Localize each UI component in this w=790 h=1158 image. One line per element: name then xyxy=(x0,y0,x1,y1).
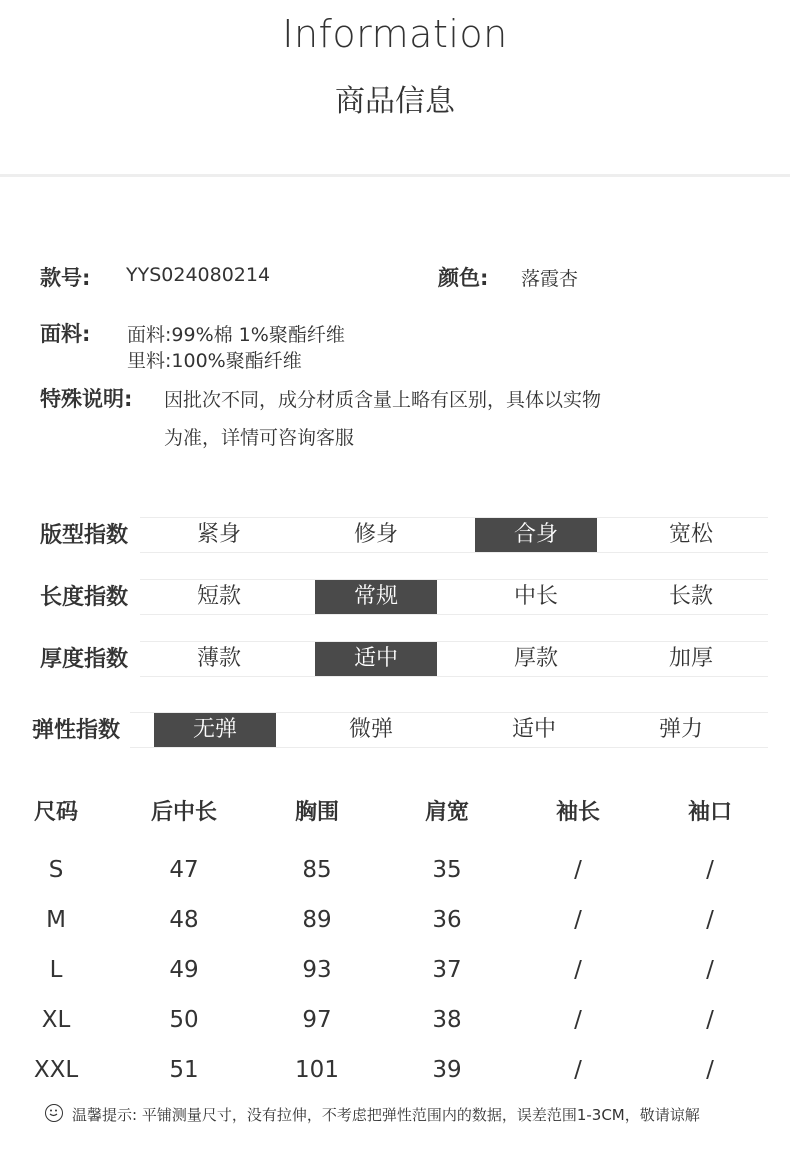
index-option: 短款 xyxy=(196,584,241,609)
index-option: 中长 xyxy=(513,584,558,609)
index-option: 厚款 xyxy=(513,646,558,671)
table-cell: / xyxy=(706,857,714,883)
table-cell: 37 xyxy=(432,957,462,983)
index-option-selected: 无弹 xyxy=(154,713,276,747)
table-cell: 48 xyxy=(169,907,199,933)
index-option: 紧身 xyxy=(196,522,241,547)
special-line-2: 为准，详情可咨询客服 xyxy=(164,427,355,449)
index-label: 长度指数 xyxy=(40,585,129,610)
table-cell: M xyxy=(46,907,66,933)
table-cell: XL xyxy=(41,1007,71,1033)
index-option: 适中 xyxy=(511,717,556,742)
table-cell: / xyxy=(706,1007,714,1033)
table-cell: 85 xyxy=(302,857,332,883)
measurement-tip: 温馨提示: 平铺测量尺寸，没有拉伸，不考虑把弹性范围内的数据，误差范围1-3CM，敬请谅解 xyxy=(72,1106,700,1124)
special-line-1: 因批次不同，成分材质含量上略有区别，具体以实物 xyxy=(164,389,602,411)
header-divider xyxy=(0,174,790,177)
table-cell: L xyxy=(49,957,63,983)
index-label: 厚度指数 xyxy=(40,647,129,672)
index-option: 修身 xyxy=(353,522,398,547)
table-header-cell: 后中长 xyxy=(150,800,217,825)
table-cell: 39 xyxy=(432,1057,462,1083)
table-cell: / xyxy=(706,957,714,983)
table-header-cell: 肩宽 xyxy=(424,800,469,825)
table-cell: XXL xyxy=(33,1057,79,1083)
table-header-cell: 胸围 xyxy=(294,800,339,825)
index-option-selected: 合身 xyxy=(475,518,597,552)
table-cell: / xyxy=(574,857,582,883)
smile-icon xyxy=(45,1104,63,1122)
table-cell: 51 xyxy=(169,1057,199,1083)
table-cell: 89 xyxy=(302,907,332,933)
style-no-value: YYS024080214 xyxy=(126,264,271,286)
table-cell: 97 xyxy=(302,1007,332,1033)
table-header-cell: 袖长 xyxy=(555,800,600,825)
color-value: 落霞杏 xyxy=(521,268,579,290)
table-cell: / xyxy=(706,907,714,933)
index-label: 版型指数 xyxy=(40,523,129,548)
index-option: 微弹 xyxy=(348,717,393,742)
index-option-selected: 常规 xyxy=(315,580,437,614)
table-cell: S xyxy=(48,857,64,883)
table-cell: 47 xyxy=(169,857,199,883)
index-option: 弹力 xyxy=(658,717,703,742)
fabric-label: 面料: xyxy=(40,322,91,346)
index-option: 薄款 xyxy=(196,646,241,671)
table-cell: 49 xyxy=(169,957,199,983)
table-header-cell: 尺码 xyxy=(33,800,78,825)
table-header-cell: 袖口 xyxy=(687,800,732,825)
color-label: 颜色: xyxy=(438,266,489,290)
table-cell: / xyxy=(706,1057,714,1083)
table-cell: 101 xyxy=(295,1057,339,1083)
table-cell: 35 xyxy=(432,857,462,883)
title-chinese: 商品信息 xyxy=(335,84,455,119)
table-cell: / xyxy=(574,957,582,983)
fabric-line-2: 里料:100%聚酯纤维 xyxy=(127,350,302,372)
index-option: 长款 xyxy=(668,584,713,609)
table-cell: 36 xyxy=(432,907,462,933)
table-cell: / xyxy=(574,907,582,933)
style-no-label: 款号: xyxy=(40,266,91,290)
table-cell: 50 xyxy=(169,1007,199,1033)
index-option-selected: 适中 xyxy=(315,642,437,676)
index-label: 弹性指数 xyxy=(32,718,121,743)
table-cell: 38 xyxy=(432,1007,462,1033)
special-label: 特殊说明: xyxy=(40,387,133,411)
title-english: Information xyxy=(282,12,508,56)
table-cell: 93 xyxy=(302,957,332,983)
table-cell: / xyxy=(574,1057,582,1083)
table-cell: / xyxy=(574,1007,582,1033)
index-option: 加厚 xyxy=(668,646,713,671)
index-option: 宽松 xyxy=(668,522,713,547)
fabric-line-1: 面料:99%棉 1%聚酯纤维 xyxy=(127,324,345,346)
